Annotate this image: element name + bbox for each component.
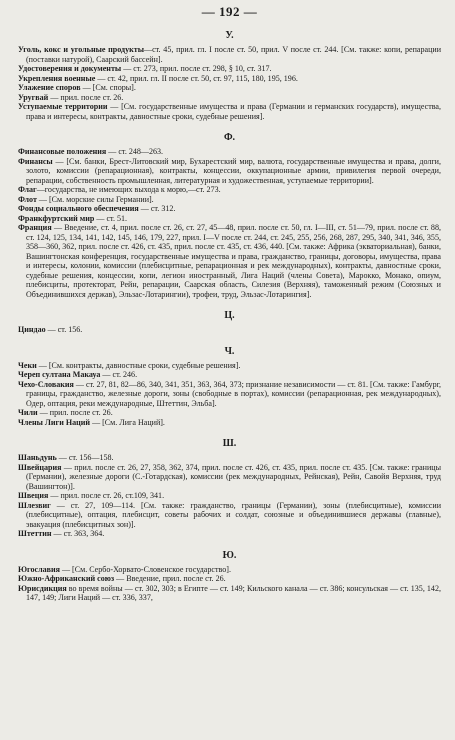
entry-heading: Чеки bbox=[18, 360, 37, 370]
index-entry bbox=[18, 157, 441, 186]
entry-heading: Шлезвиг bbox=[18, 500, 51, 510]
entry-heading: Флот bbox=[18, 194, 37, 204]
index-entry bbox=[18, 83, 441, 93]
index-entry bbox=[18, 325, 441, 335]
entry-references: — ст. 156—158. bbox=[56, 453, 114, 462]
entry-references: — ст. 312. bbox=[138, 204, 176, 213]
index-entry bbox=[18, 361, 441, 371]
section-letter: У. bbox=[225, 30, 234, 41]
entry-references: —государства, не имеющих выхода к морю,—ст. 273. bbox=[36, 185, 221, 194]
entry-heading: Юрисдикция bbox=[18, 583, 67, 593]
index-entry bbox=[18, 501, 441, 530]
index-entry bbox=[18, 214, 441, 224]
page-number: — 192 — bbox=[201, 4, 258, 19]
entry-references: — прил. после ст. 26. bbox=[37, 408, 113, 417]
index-entry bbox=[18, 408, 441, 418]
entry-references: — ст. 51. bbox=[94, 213, 128, 223]
index-entry bbox=[18, 584, 441, 603]
entry-heading: Фонды социального обеспечения bbox=[18, 204, 139, 213]
entry-heading: Швеция bbox=[18, 491, 49, 500]
index-entry bbox=[18, 565, 441, 575]
entry-heading: Череп султана Макауа bbox=[18, 370, 101, 379]
index-sections bbox=[18, 30, 441, 603]
entry-heading: Франция bbox=[18, 223, 52, 232]
index-entry bbox=[18, 418, 441, 428]
section-gap bbox=[18, 299, 441, 304]
index-entry bbox=[18, 185, 441, 195]
entry-references: — ст. 248—263. bbox=[106, 147, 164, 156]
entry-references: — [См. государственные имущества и права (Германии и германских государств), имущества, права и интересы, контракты, давностные сроки, судебные решения]. bbox=[26, 102, 441, 121]
entry-heading: Уругвай bbox=[18, 92, 49, 102]
entry-references: — [См. споры]. bbox=[80, 83, 136, 92]
index-entry bbox=[18, 45, 441, 64]
entry-heading: Швейцария bbox=[18, 462, 62, 472]
entry-heading: Уголь, кокс и угольные продукты bbox=[18, 45, 145, 54]
entry-references: — ст. 363, 364. bbox=[51, 529, 105, 538]
section-gap bbox=[18, 539, 441, 544]
index-entry bbox=[18, 64, 441, 74]
entry-references: — Введение, ст. 4, прил. после ст. 26, ст. 27, 45—48, прил. после ст. 50, гл. I—III, ст. 51—79, прил. после ст. 88, ст. 124, 125, 134, 141, 142, 145, 146, 179, 227, прил. I—V после ст. 244, ст. 245, 255, 256, 268, 287, 295, 340, 341, 346, 355, 358—360, 362, прил. после ст. 426, ст. 435, прил. после ст. 435, ст. 436, 440. [См. также: Африка (экваториальная), банки, Вашингтонская конференция, государственные имущества и права, гражданство, границы, договоры, имущества, права и интересы, колонии, комиссии (плебисцитные, репарационная и рек международных), контракты, давностные сроки, судебные решения, концессии, копи, легион иностранный, Лига Наций (члены Совета), Марокко, Монако, опиум, плебисциты, протекторат, Рейн, репарации, Саарская область, Силезия (Верхняя), таможенный режим (Союзных и Объединившихся держав), Эльзас-Лотарингии), трофеи, труд, Эльзас-Лотарингия]. bbox=[26, 223, 441, 299]
section-letter: Ф. bbox=[223, 132, 236, 143]
entry-references: —ст. 45, прил. гл. I после ст. 50, прил. V после ст. 244. [См. также: копи, репарации (поставки натурой), Саарский бассейн]. bbox=[26, 45, 441, 64]
index-entry bbox=[18, 370, 441, 380]
entry-references: — прил. после ст. 26. bbox=[48, 92, 124, 102]
section-gap bbox=[18, 335, 441, 340]
entry-heading: Чили bbox=[18, 408, 38, 417]
index-entry bbox=[18, 102, 441, 121]
entry-references: — ст. 27, 109—114. [См. также: гражданство, границы (Германии), зоны (плебисцитные), комиссии (плебисцитные), оптация, плебисцит, советы рабочих и солдат, союзные и объединившиеся державы (главные), эвакуация (плебисцитных зон)]. bbox=[26, 500, 441, 529]
index-entry bbox=[18, 147, 441, 157]
entry-references: — [См. Сербо-Хорвато-Словенское государство]. bbox=[59, 564, 231, 574]
entry-heading: Южно-Африканский союз bbox=[18, 574, 115, 583]
index-entry bbox=[18, 74, 441, 84]
entry-references: — [См. морские силы Германии]. bbox=[36, 194, 154, 204]
index-entry bbox=[18, 195, 441, 205]
entry-heading: Финансовые положения bbox=[18, 147, 107, 156]
entry-heading: Уступаемые территории bbox=[18, 102, 108, 111]
entry-heading: Циндао bbox=[18, 325, 46, 334]
entry-references: — Введение, прил. после ст. 26. bbox=[114, 574, 226, 583]
entry-heading: Чехо-Словакия bbox=[18, 379, 74, 389]
entry-heading: Югославия bbox=[18, 564, 60, 574]
index-entry bbox=[18, 463, 441, 492]
section-letter: Ц. bbox=[224, 310, 235, 321]
entry-heading: Укрепления военные bbox=[18, 73, 96, 83]
section-gap bbox=[18, 121, 441, 126]
entry-heading: Шаньдунь bbox=[18, 453, 57, 462]
entry-references: — прил. после ст. 26, ст.109, 341. bbox=[48, 491, 165, 500]
index-entry bbox=[18, 204, 441, 214]
entry-references: — ст. 27, 81, 82—86, 340, 341, 351, 363, 364, 373; признание независимости — ст. 81. [См. также: Гамбург, границы, гражданство, железные дороги, зоны (свободные в портах), комиссии (репарационная, рек международных), Одер, оптация, реки международные, Штеттин, Эльба]. bbox=[26, 379, 441, 408]
index-entry bbox=[18, 223, 441, 299]
entry-heading: Финансы bbox=[18, 156, 53, 166]
entry-heading: Члены Лиги Наций bbox=[18, 417, 91, 427]
section-letter: Ш. bbox=[222, 438, 237, 449]
index-entry bbox=[18, 93, 441, 103]
index-entry bbox=[18, 453, 441, 463]
entry-references: во время войны — ст. 302, 303; в Египте — ст. 149; Кильского канала — ст. 386; консульская — ст. 135, 142, 147, 149; Лиги Наций — ст. 336, 337, bbox=[26, 583, 441, 602]
entry-heading: Флаг bbox=[18, 185, 37, 194]
index-entry bbox=[18, 529, 441, 539]
entry-references: — [См. банки, Брест-Литовский мир, Бухарестский мир, валюта, государственные имущества и права, долги, золото, комиссии (репарационная), контракты, концессии, оккупационные армии, привилегия первой очереди, репарации, собственность промышленная, литературная и художественная, уступаемые территории]. bbox=[26, 156, 441, 185]
index-entry bbox=[18, 574, 441, 584]
index-entry bbox=[18, 491, 441, 501]
entry-references: — [См. Лига Наций]. bbox=[90, 417, 165, 427]
entry-references: — ст. 273, прил. после ст. 298, § 10, ст. 317. bbox=[121, 64, 272, 73]
entry-references: — ст. 156. bbox=[45, 325, 83, 334]
entry-references: — ст. 246. bbox=[100, 370, 138, 379]
entry-references: — [См. контракты, давностные сроки, судебные решения]. bbox=[36, 360, 241, 370]
index-entry bbox=[18, 380, 441, 409]
section-gap bbox=[18, 427, 441, 432]
section-letter: Ч. bbox=[224, 345, 235, 357]
entry-heading: Улажение споров bbox=[18, 83, 81, 92]
entry-references: — ст. 42, прил. гл. II после ст. 50, ст. 97, 115, 180, 195, 196. bbox=[95, 73, 298, 83]
entry-heading: Штеттин bbox=[18, 529, 52, 538]
entry-heading: Удостоверения и документы bbox=[18, 64, 122, 73]
section-letter: Ю. bbox=[222, 549, 237, 561]
entry-heading: Франкфуртский мир bbox=[18, 213, 95, 223]
entry-references: — прил. после ст. 26, 27, 358, 362, 374, прил. после ст. 426, ст. 435, прил. после ст. 435. [См. также: границы (Германии), железные дороги (С.-Готардская), комиссии (рек международных, Рейнская), Рейн, Савойя Верхняя, труд (Вашингтон)]. bbox=[26, 462, 441, 491]
